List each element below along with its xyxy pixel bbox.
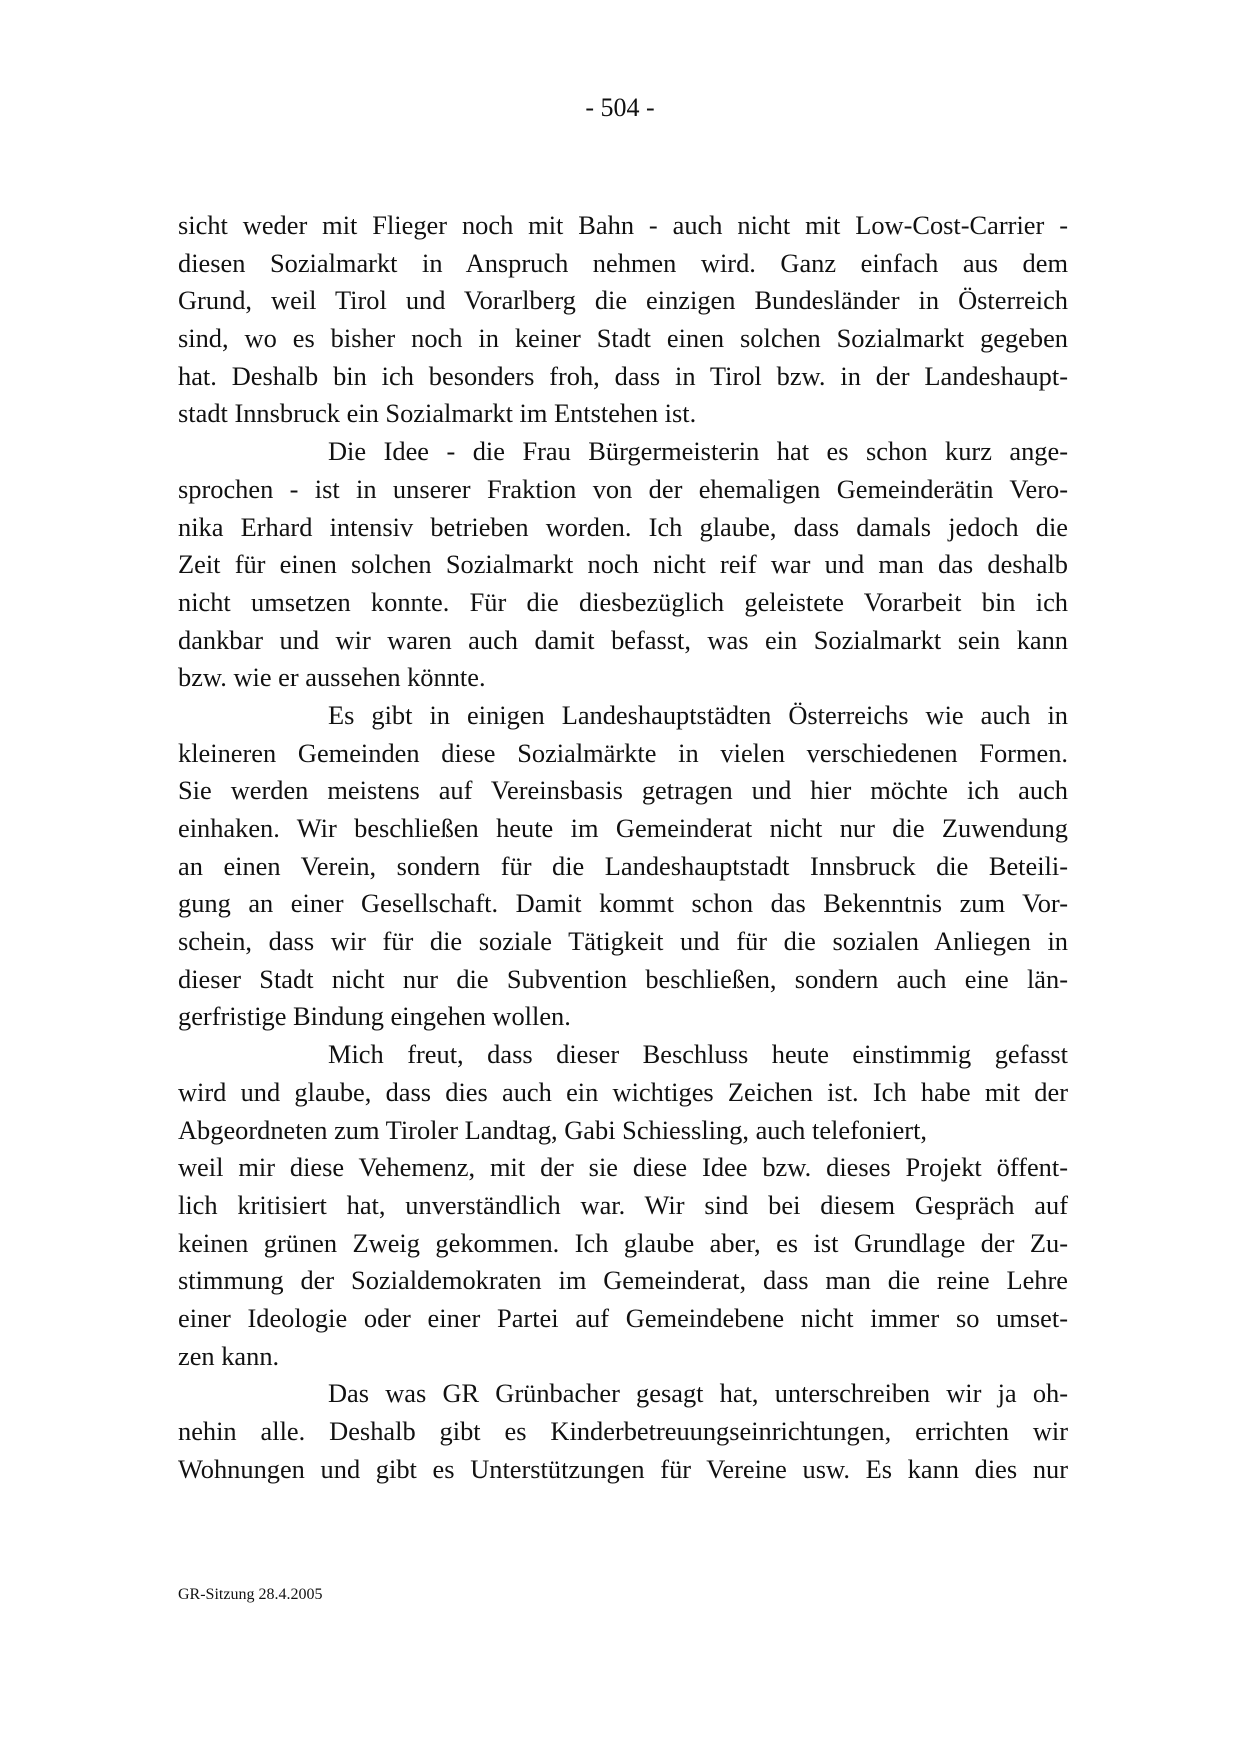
text-line: bzw. wie er aussehen könnte. bbox=[178, 662, 486, 693]
text-line: hat. Deshalb bin ich besonders froh, dass in Tirol bzw. in der Landeshaupt- bbox=[178, 360, 1068, 391]
text-line: diesen Sozialmarkt in Anspruch nehmen wird. Ganz einfach aus dem bbox=[178, 247, 1068, 278]
text-line: lich kritisiert hat, unverständlich war. Wir sind bei diesem Gespräch auf bbox=[178, 1189, 1068, 1220]
text-line: gung an einer Gesellschaft. Damit kommt schon das Bekenntnis zum Vor- bbox=[178, 888, 1068, 919]
text-line: weil mir diese Vehemenz, mit der sie diese Idee bzw. dieses Projekt öffent- bbox=[178, 1152, 1068, 1183]
text-line: sprochen - ist in unserer Fraktion von der ehemaligen Gemeinderätin Vero- bbox=[178, 473, 1068, 504]
text-line: einer Ideologie oder einer Partei auf Gemeindebene nicht immer so umset- bbox=[178, 1302, 1068, 1333]
text-line: Das was GR Grünbacher gesagt hat, unterschreiben wir ja oh- bbox=[328, 1378, 1068, 1409]
text-line: Abgeordneten zum Tiroler Landtag, Gabi Schiessling, auch telefoniert, bbox=[178, 1114, 928, 1145]
body-text bbox=[178, 207, 1068, 1488]
text-line: Sie werden meistens auf Vereinsbasis getragen und hier möchte ich auch bbox=[178, 775, 1068, 806]
text-line: sicht weder mit Flieger noch mit Bahn - auch nicht mit Low-Cost-Carrier - bbox=[178, 210, 1068, 240]
text-line: schein, dass wir für die soziale Tätigkeit und für die sozialen Anliegen in bbox=[178, 926, 1068, 957]
text-line: nehin alle. Deshalb gibt es Kinderbetreuungseinrichtungen, errichten wir bbox=[178, 1416, 1068, 1446]
text-line: sind, wo es bisher noch in keiner Stadt einen solchen Sozialmarkt gegeben bbox=[178, 323, 1068, 354]
text-line: Wohnungen und gibt es Unterstützungen für Vereine usw. Es kann dies nur bbox=[178, 1453, 1068, 1484]
text-line: wird und glaube, dass dies auch ein wichtiges Zeichen ist. Ich habe mit der bbox=[178, 1076, 1068, 1107]
text-line: Die Idee - die Frau Bürgermeisterin hat es schon kurz ange- bbox=[328, 436, 1068, 467]
text-line: zen kann. bbox=[178, 1340, 280, 1371]
page-footer: GR-Sitzung 28.4.2005 bbox=[178, 1586, 323, 1603]
text-line: Mich freut, dass dieser Beschluss heute einstimmig gefasst bbox=[328, 1039, 1068, 1070]
text-line: stimmung der Sozialdemokraten im Gemeinderat, dass man die reine Lehre bbox=[178, 1265, 1068, 1296]
text-line: Zeit für einen solchen Sozialmarkt noch nicht reif war und man das deshalb bbox=[178, 549, 1068, 580]
text-line: stadt Innsbruck ein Sozialmarkt im Entstehen ist. bbox=[178, 398, 697, 429]
text-line: nicht umsetzen konnte. Für die diesbezüglich geleistete Vorarbeit bin ich bbox=[178, 586, 1068, 617]
text-line: an einen Verein, sondern für die Landeshauptstadt Innsbruck die Beteili- bbox=[178, 850, 1068, 881]
text-line: kleineren Gemeinden diese Sozialmärkte in vielen verschiedenen Formen. bbox=[178, 737, 1068, 768]
page-number: - 504 - bbox=[585, 93, 655, 122]
text-line: keinen grünen Zweig gekommen. Ich glaube aber, es ist Grundlage der Zu- bbox=[178, 1227, 1068, 1258]
text-line: gerfristige Bindung eingehen wollen. bbox=[178, 1001, 571, 1032]
text-line: Grund, weil Tirol und Vorarlberg die einzigen Bundesländer in Österreich bbox=[178, 285, 1068, 316]
text-line: dankbar und wir waren auch damit befasst, was ein Sozialmarkt sein kann bbox=[178, 624, 1068, 655]
text-line: einhaken. Wir beschließen heute im Gemeinderat nicht nur die Zuwendung bbox=[178, 813, 1068, 843]
text-line: nika Erhard intensiv betrieben worden. Ich glaube, dass damals jedoch die bbox=[178, 511, 1068, 542]
text-line: dieser Stadt nicht nur die Subvention beschließen, sondern auch eine län- bbox=[178, 963, 1068, 994]
text-line: Es gibt in einigen Landeshauptstädten Österreichs wie auch in bbox=[328, 699, 1068, 730]
